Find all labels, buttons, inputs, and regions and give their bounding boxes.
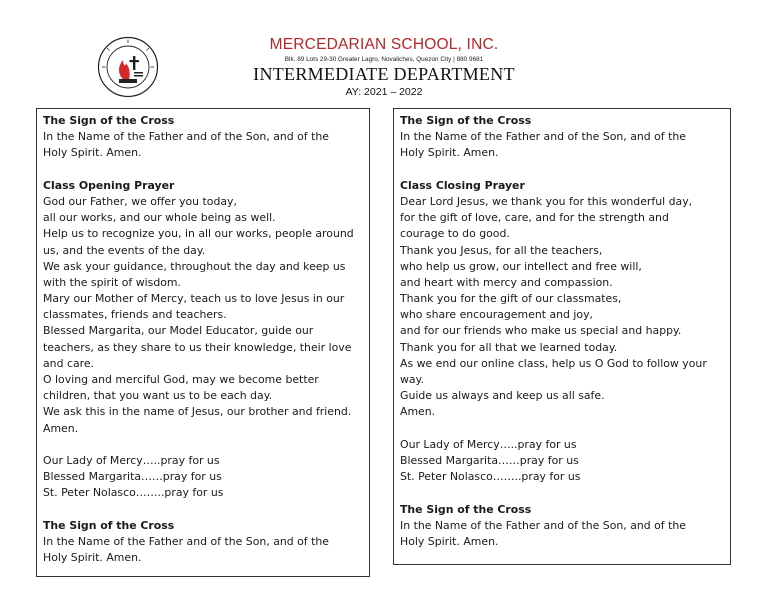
- prayer-line: In the Name of the Father and of the Son, and of the: [400, 130, 686, 144]
- prayer-line: classmates, friends and teachers.: [43, 308, 227, 322]
- prayer-line: us, and the events of the day.: [43, 243, 206, 257]
- prayer-line: who help us grow, our intellect and free will,: [400, 259, 642, 273]
- prayer-line: Holy Spirit. Amen.: [400, 146, 499, 160]
- prayer-line: with the spirit of wisdom.: [43, 275, 181, 289]
- section-heading: The Sign of the Cross: [43, 518, 175, 532]
- section-heading: Class Opening Prayer: [43, 178, 175, 192]
- spacer: [400, 485, 724, 501]
- prayer-line: all our works, and our whole being as well.: [43, 211, 276, 225]
- prayer-line: O loving and merciful God, may we become better: [43, 373, 319, 386]
- prayer-line: way.: [400, 373, 424, 386]
- prayer-line: We ask this in the name of Jesus, our brother and friend.: [43, 405, 352, 419]
- prayer-line: In the Name of the Father and of the Son, and of the: [400, 518, 686, 532]
- prayer-line: Holy Spirit. Amen.: [43, 551, 142, 565]
- section-heading: The Sign of the Cross: [400, 502, 532, 516]
- section-heading: The Sign of the Cross: [43, 114, 175, 127]
- prayer-line: children, that you want us to be each day.: [43, 389, 273, 403]
- opening-prayer-box: [36, 108, 370, 577]
- spacer: [400, 421, 724, 437]
- prayer-line: Thank you for all that we learned today.: [400, 340, 618, 354]
- section-heading: The Sign of the Cross: [400, 114, 532, 127]
- prayer-line: We ask your guidance, throughout the day and keep us: [43, 259, 346, 273]
- spacer: [43, 437, 363, 453]
- prayer-line: and care.: [43, 356, 95, 370]
- spacer: [43, 162, 363, 178]
- prayer-line: and for our friends who make us special and happy.: [400, 324, 682, 338]
- prayer-line: for the gift of love, care, and for the strength and: [400, 211, 669, 225]
- school-name: MERCEDARIAN SCHOOL, INC.: [269, 36, 499, 53]
- prayer-line: Thank you Jesus, for all the teachers,: [400, 243, 603, 257]
- prayer-line: Thank you for the gift of our classmates,: [400, 292, 622, 306]
- prayer-line: Help us to recognize you, in all our works, people around: [43, 227, 354, 241]
- prayer-line: Dear Lord Jesus, we thank you for this wonderful day,: [400, 194, 693, 208]
- prayer-line: and heart with mercy and compassion.: [400, 275, 613, 289]
- prayer-line: St. Peter Nolasco……..pray for us: [43, 486, 224, 500]
- closing-prayer-box: [393, 108, 731, 565]
- prayer-line: Mary our Mother of Mercy, teach us to love Jesus in our: [43, 292, 345, 306]
- prayer-line: teachers, as they share to us their knowledge, their love: [43, 340, 352, 354]
- prayer-line: Holy Spirit. Amen.: [43, 146, 142, 160]
- prayer-line: Blessed Margarita……pray for us: [400, 453, 579, 467]
- spacer: [400, 162, 724, 178]
- prayer-line: Amen.: [400, 405, 436, 419]
- prayer-line: As we end our online class, help us O God to follow your: [400, 356, 707, 370]
- department-title: INTERMEDIATE DEPARTMENT: [253, 64, 515, 84]
- academic-year: AY: 2021 – 2022: [345, 86, 423, 98]
- prayer-line: who share encouragement and joy,: [400, 308, 593, 322]
- prayer-line: Guide us always and keep us all safe.: [400, 389, 605, 403]
- prayer-line: In the Name of the Father and of the Son, and of the: [43, 130, 329, 144]
- section-heading: Class Closing Prayer: [400, 178, 525, 192]
- spacer: [43, 502, 363, 518]
- prayer-line: St. Peter Nolasco……..pray for us: [400, 470, 581, 484]
- prayer-line: Our Lady of Mercy…..pray for us: [400, 437, 577, 451]
- prayer-line: Amen.: [43, 421, 79, 435]
- prayer-line: Blessed Margarita……pray for us: [43, 470, 222, 484]
- prayer-line: Holy Spirit. Amen.: [400, 534, 499, 548]
- prayer-line: God our Father, we offer you today,: [43, 194, 237, 208]
- prayer-line: Our Lady of Mercy…..pray for us: [43, 453, 220, 467]
- prayer-line: courage to do good.: [400, 227, 510, 241]
- prayer-line: In the Name of the Father and of the Son, and of the: [43, 534, 329, 548]
- prayer-line: Blessed Margarita, our Model Educator, guide our: [43, 324, 314, 338]
- school-address: Blk. 89 Lots 29-30 Greater Lagro, Novaliches, Quezon City | 880 9681: [284, 56, 484, 63]
